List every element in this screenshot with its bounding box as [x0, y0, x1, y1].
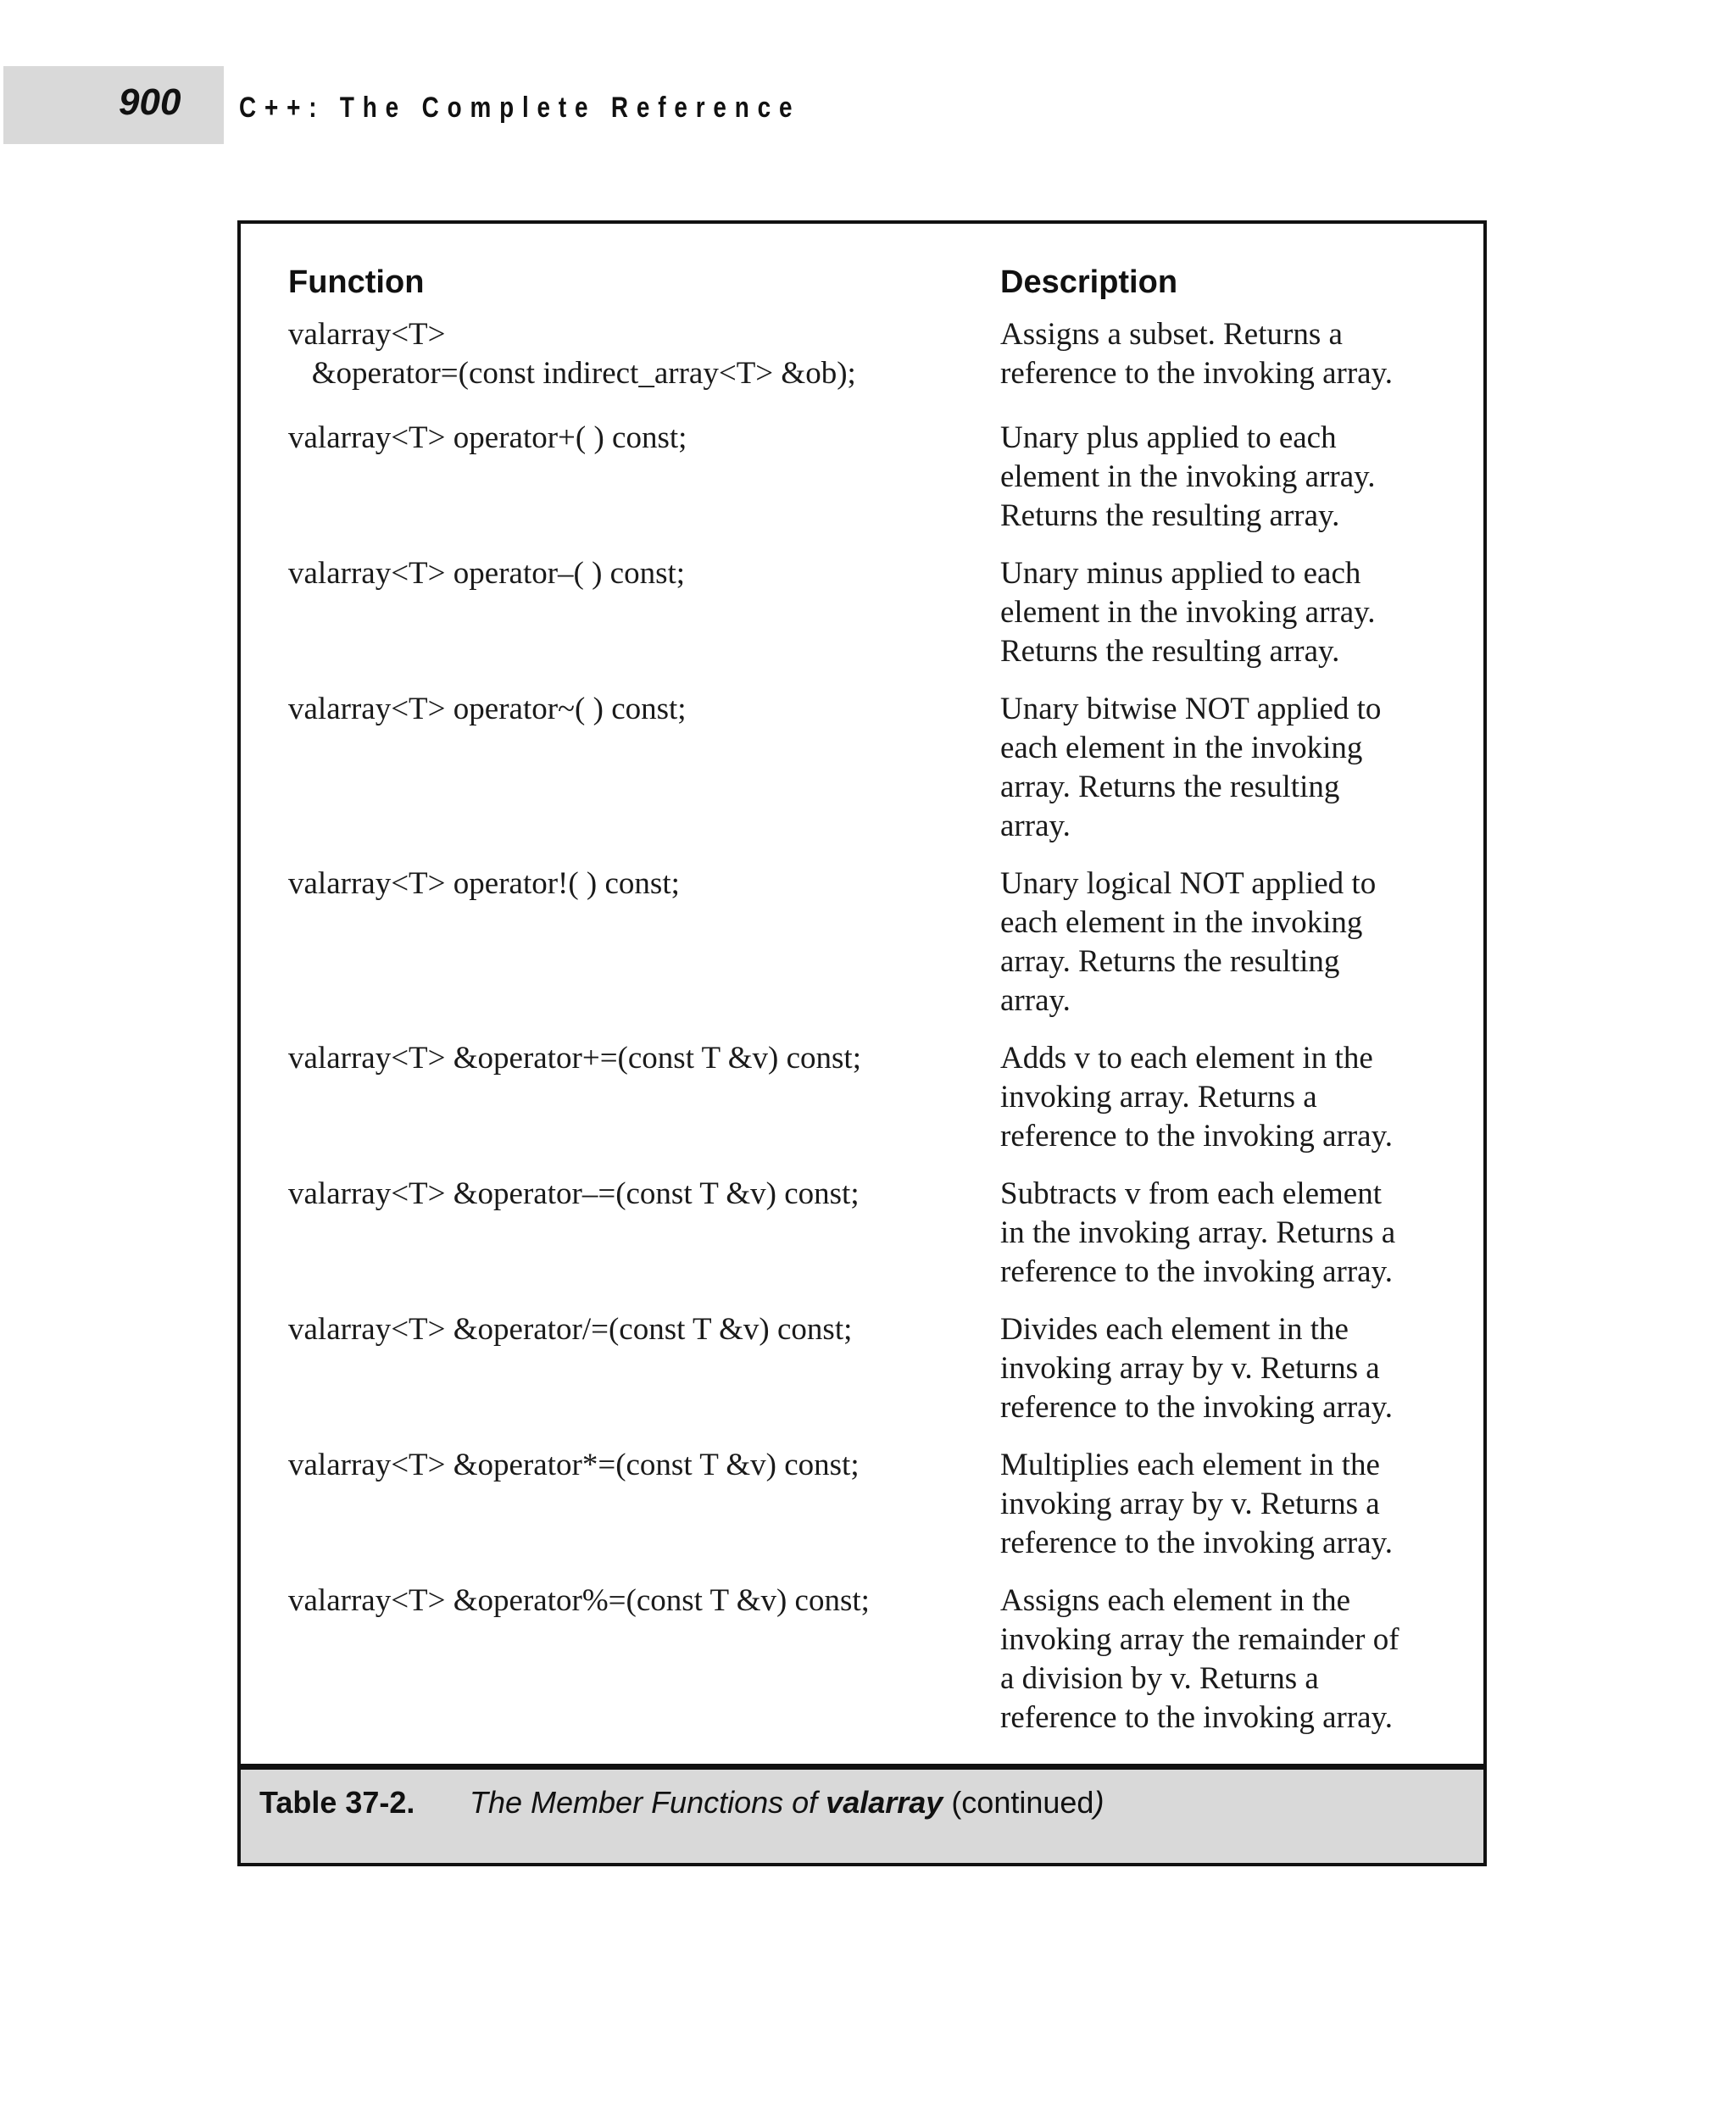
description-line: Returns the resulting array. [1000, 498, 1340, 533]
function-description [1000, 1175, 1475, 1292]
reference-table [237, 220, 1487, 1866]
description-line: Unary minus applied to each [1000, 556, 1361, 591]
function-signature [288, 554, 983, 593]
function-signature [288, 864, 983, 903]
description-line: element in the invoking array. [1000, 459, 1376, 494]
description-line: element in the invoking array. [1000, 595, 1376, 630]
description-line: Assigns each element in the [1000, 1583, 1351, 1618]
function-signature [288, 1310, 983, 1349]
description-line: Multiplies each element in the [1000, 1448, 1380, 1482]
signature-line: valarray<T> operator~( ) const; [288, 692, 687, 726]
description-line: Divides each element in the [1000, 1312, 1349, 1347]
description-line: invoking array by v. Returns a [1000, 1487, 1380, 1521]
signature-line: valarray<T> operator!( ) const; [288, 866, 680, 901]
signature-line: valarray<T> &operator–=(const T &v) const; [288, 1176, 860, 1211]
page-number: 900 [119, 81, 181, 123]
description-line: Adds v to each element in the [1000, 1041, 1373, 1076]
description-line: each element in the invoking [1000, 905, 1363, 940]
signature-line: valarray<T> &operator*=(const T &v) const; [288, 1448, 860, 1482]
description-line: array. [1000, 983, 1071, 1018]
description-line: in the invoking array. Returns a [1000, 1215, 1396, 1250]
signature-line: valarray<T> &operator/=(const T &v) const; [288, 1312, 853, 1347]
description-line: Unary plus applied to each [1000, 420, 1337, 455]
function-description [1000, 690, 1475, 846]
description-line: array. Returns the resulting [1000, 944, 1340, 979]
function-description [1000, 315, 1475, 393]
page-number-box [3, 66, 224, 144]
description-line: reference to the invoking array. [1000, 356, 1393, 391]
table-caption [241, 1764, 1483, 1863]
description-line: invoking array the remainder of [1000, 1622, 1399, 1657]
function-description [1000, 1039, 1475, 1156]
function-signature [288, 1039, 983, 1078]
column-header-description: Description [1000, 264, 1178, 300]
description-line: invoking array by v. Returns a [1000, 1351, 1380, 1386]
function-description [1000, 1582, 1475, 1737]
description-line: Returns the resulting array. [1000, 634, 1340, 669]
running-title: C++: The Complete Reference [239, 92, 801, 124]
function-description [1000, 1310, 1475, 1427]
signature-line: valarray<T> &operator%=(const T &v) const; [288, 1583, 870, 1618]
function-signature [288, 690, 983, 729]
signature-line: &operator=(const indirect_array<T> &ob); [288, 356, 856, 391]
description-line: a division by v. Returns a [1000, 1661, 1319, 1696]
description-line: array. Returns the resulting [1000, 770, 1340, 804]
description-line: reference to the invoking array. [1000, 1526, 1393, 1560]
function-signature [288, 419, 983, 458]
signature-line: valarray<T> operator+( ) const; [288, 420, 687, 455]
description-line: each element in the invoking [1000, 731, 1363, 765]
column-header-function: Function [288, 264, 425, 300]
signature-line: valarray<T> &operator+=(const T &v) const; [288, 1041, 861, 1076]
function-signature [288, 315, 983, 393]
description-line: reference to the invoking array. [1000, 1119, 1393, 1154]
caption-text: The Member Functions of valarray (continued) [470, 1785, 1104, 1820]
function-description [1000, 864, 1475, 1020]
caption-label: Table 37-2. [259, 1785, 415, 1820]
function-signature [288, 1175, 983, 1214]
description-line: reference to the invoking array. [1000, 1700, 1393, 1735]
function-description [1000, 554, 1475, 671]
function-description [1000, 1446, 1475, 1563]
signature-line: valarray<T> [288, 317, 446, 352]
description-line: Subtracts v from each element [1000, 1176, 1382, 1211]
description-line: Unary bitwise NOT applied to [1000, 692, 1382, 726]
description-line: Assigns a subset. Returns a [1000, 317, 1343, 352]
description-line: array. [1000, 809, 1071, 843]
description-line: invoking array. Returns a [1000, 1080, 1317, 1115]
function-signature [288, 1582, 983, 1621]
description-line: reference to the invoking array. [1000, 1254, 1393, 1289]
description-line: reference to the invoking array. [1000, 1390, 1393, 1425]
function-description [1000, 419, 1475, 536]
function-signature [288, 1446, 983, 1485]
description-line: Unary logical NOT applied to [1000, 866, 1377, 901]
signature-line: valarray<T> operator–( ) const; [288, 556, 686, 591]
